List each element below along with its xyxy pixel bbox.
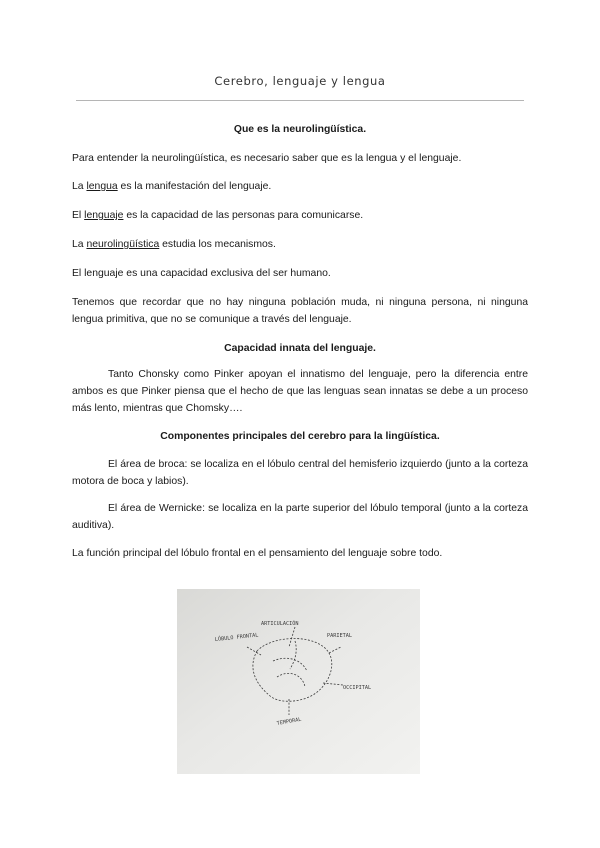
paragraph-frontal: La función principal del lóbulo frontal en el pensamiento del lenguaje sobre todo. bbox=[72, 548, 443, 559]
section-heading-capacidad: Capacidad innata del lenguaje. bbox=[224, 343, 376, 354]
page-header-title: Cerebro, lenguaje y lengua bbox=[214, 74, 386, 88]
lengua-term: lengua bbox=[86, 181, 118, 192]
section-heading-neurolinguistica: Que es la neurolingüística. bbox=[233, 124, 367, 135]
paragraph-intro: Para entender la neurolingüística, es necesario saber que es la lengua y el lenguaje. bbox=[72, 153, 462, 164]
paragraph-lenguaje bbox=[72, 207, 528, 224]
lengua-prefix: La bbox=[72, 181, 87, 192]
neuro-prefix: La bbox=[72, 239, 87, 250]
paragraph-neurolinguistica bbox=[72, 236, 528, 253]
paragraph-wernicke: El área de Wernicke: se localiza en la parte superior del lóbulo temporal (junto a la corteza auditiva). bbox=[72, 503, 528, 531]
lenguaje-prefix: El bbox=[72, 210, 85, 221]
paragraph-population: Tenemos que recordar que no hay ninguna población muda, ni ninguna persona, ni ninguna lengua primitiva, que no se comunique a través del lenguaje. bbox=[72, 297, 528, 325]
brain-sketch-drawing bbox=[177, 589, 420, 774]
paragraph-chomsky-pinker: Tanto Chonsky como Pinker apoyan el innatismo del lenguaje, pero la diferencia entre ambos es que Pinker piensa que el hecho de que las lenguas sean innatas se debe a un proceso más lento, mientras que Chomsky…. bbox=[72, 369, 528, 414]
label-frontal: LÓBULO FRONTAL bbox=[214, 632, 259, 643]
paragraph-broca: El área de broca: se localiza en el lóbulo central del hemisferio izquierdo (junto a la corteza motora de boca y labios). bbox=[72, 459, 528, 487]
lengua-rest: es la manifestación del lenguaje. bbox=[117, 181, 272, 192]
label-parietal: PARIETAL bbox=[327, 633, 352, 639]
brain-sketch-photo bbox=[177, 589, 420, 774]
label-articulacion: ARTICULACIÓN bbox=[261, 621, 299, 627]
neuro-term: neurolingüística bbox=[86, 239, 160, 250]
section-heading-componentes: Componentes principales del cerebro para la lingüística. bbox=[160, 431, 440, 442]
header-divider bbox=[76, 100, 524, 101]
label-occipital: OCCIPITAL bbox=[343, 685, 372, 691]
paragraph-lengua bbox=[72, 178, 528, 195]
label-temporal: TEMPORAL bbox=[276, 716, 302, 727]
paragraph-exclusive: El lenguaje es una capacidad exclusiva del ser humano. bbox=[72, 268, 331, 279]
neuro-rest: estudia los mecanismos. bbox=[159, 239, 276, 250]
lenguaje-rest: es la capacidad de las personas para comunicarse. bbox=[123, 210, 364, 221]
lenguaje-term: lenguaje bbox=[84, 210, 124, 221]
